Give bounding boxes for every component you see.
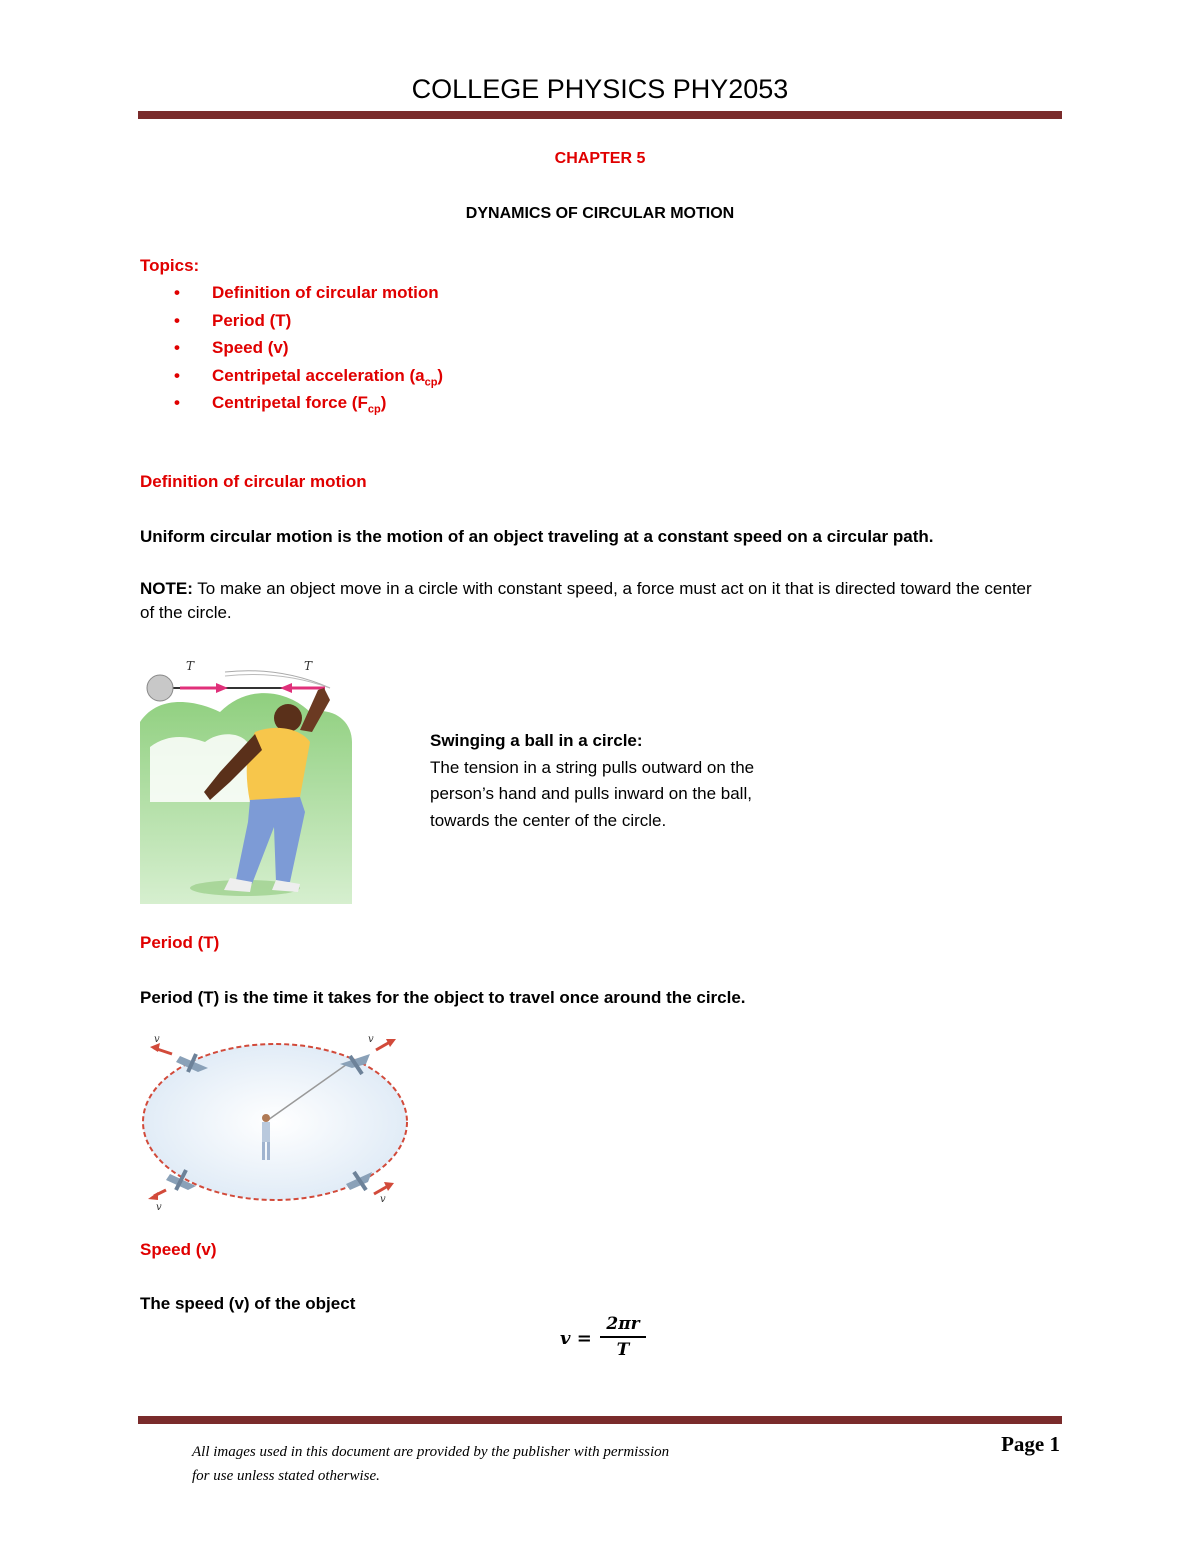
document-header-title: COLLEGE PHYSICS PHY2053 (411, 74, 789, 104)
bullet-icon: • (174, 365, 180, 385)
tension-label-right: T (304, 659, 313, 673)
speed-formula (560, 1314, 650, 1370)
definition-statement: Uniform circular motion is the motion of an object traveling at a constant speed on a circular path. (140, 527, 934, 546)
speed-statement: The speed (v) of the object (140, 1294, 356, 1313)
definition-note (140, 577, 1040, 625)
caption-title: Swinging a ball in a circle: (430, 731, 643, 750)
note-label: NOTE: (140, 579, 193, 598)
topic-text: Speed (v) (212, 338, 289, 357)
chapter-label: CHAPTER 5 (554, 150, 646, 167)
velocity-label: v (380, 1194, 386, 1205)
note-text: To make an object move in a circle with constant speed, a force must act on it that is directed toward the center of the circle. (140, 579, 1032, 622)
period-statement: Period (T) is the time it takes for the object to travel once around the circle. (140, 988, 746, 1007)
topic-text: Definition of circular motion (212, 283, 439, 302)
footer-note-line: All images used in this document are provided by the publisher with permission (192, 1444, 670, 1460)
topics-label: Topics: (140, 256, 200, 275)
topic-text: Centripetal force (F (212, 393, 368, 412)
velocity-arrow (374, 1186, 388, 1194)
velocity-arrow (376, 1042, 390, 1050)
bullet-icon: • (174, 283, 180, 302)
formula-fraction (600, 1314, 646, 1360)
topic-subscript: cp (424, 375, 438, 388)
bullet-icon: • (174, 338, 180, 357)
document-title: DYNAMICS OF CIRCULAR MOTION (465, 205, 735, 222)
section-heading-definition: Definition of circular motion (140, 472, 367, 491)
topic-subscript: cp (367, 403, 381, 416)
topics-list (140, 282, 443, 420)
topic-close: ) (380, 393, 387, 412)
bullet-icon: • (174, 310, 180, 330)
topic-text: Period (T) (212, 310, 292, 330)
circular-path-figure (140, 1034, 412, 1214)
tension-label-left: T (186, 659, 195, 673)
topic-item (140, 310, 443, 338)
topic-item (140, 392, 443, 420)
header-rule (138, 111, 1062, 119)
formula-lhs: v = (560, 1328, 592, 1349)
footer-rule (138, 1416, 1062, 1424)
fraction-bar (600, 1336, 646, 1338)
section-heading-speed: Speed (v) (140, 1240, 217, 1259)
velocity-label: v (154, 1034, 160, 1045)
formula-numerator: 2πr (606, 1314, 640, 1334)
formula-denominator: T (616, 1340, 630, 1360)
figure1-caption (430, 728, 790, 834)
topic-item (140, 365, 443, 393)
topic-text: Centripetal acceleration (a (212, 365, 425, 385)
footer-note-line: for use unless stated otherwise. (192, 1468, 380, 1484)
bullet-icon: • (174, 393, 180, 412)
page-number: Page 1 (1001, 1432, 1060, 1456)
velocity-label: v (156, 1202, 162, 1213)
caption-text: The tension in a string pulls outward on the person’s hand and pulls inward on the ball, towards the center of the circle. (430, 757, 755, 830)
velocity-label: v (368, 1034, 374, 1045)
section-heading-period: Period (T) (140, 933, 220, 952)
topic-close: ) (437, 365, 444, 385)
footer-note (192, 1440, 792, 1488)
ball-swing-figure (140, 652, 352, 904)
topic-item (140, 337, 443, 365)
topic-item (140, 282, 443, 310)
ball-icon (147, 675, 173, 701)
